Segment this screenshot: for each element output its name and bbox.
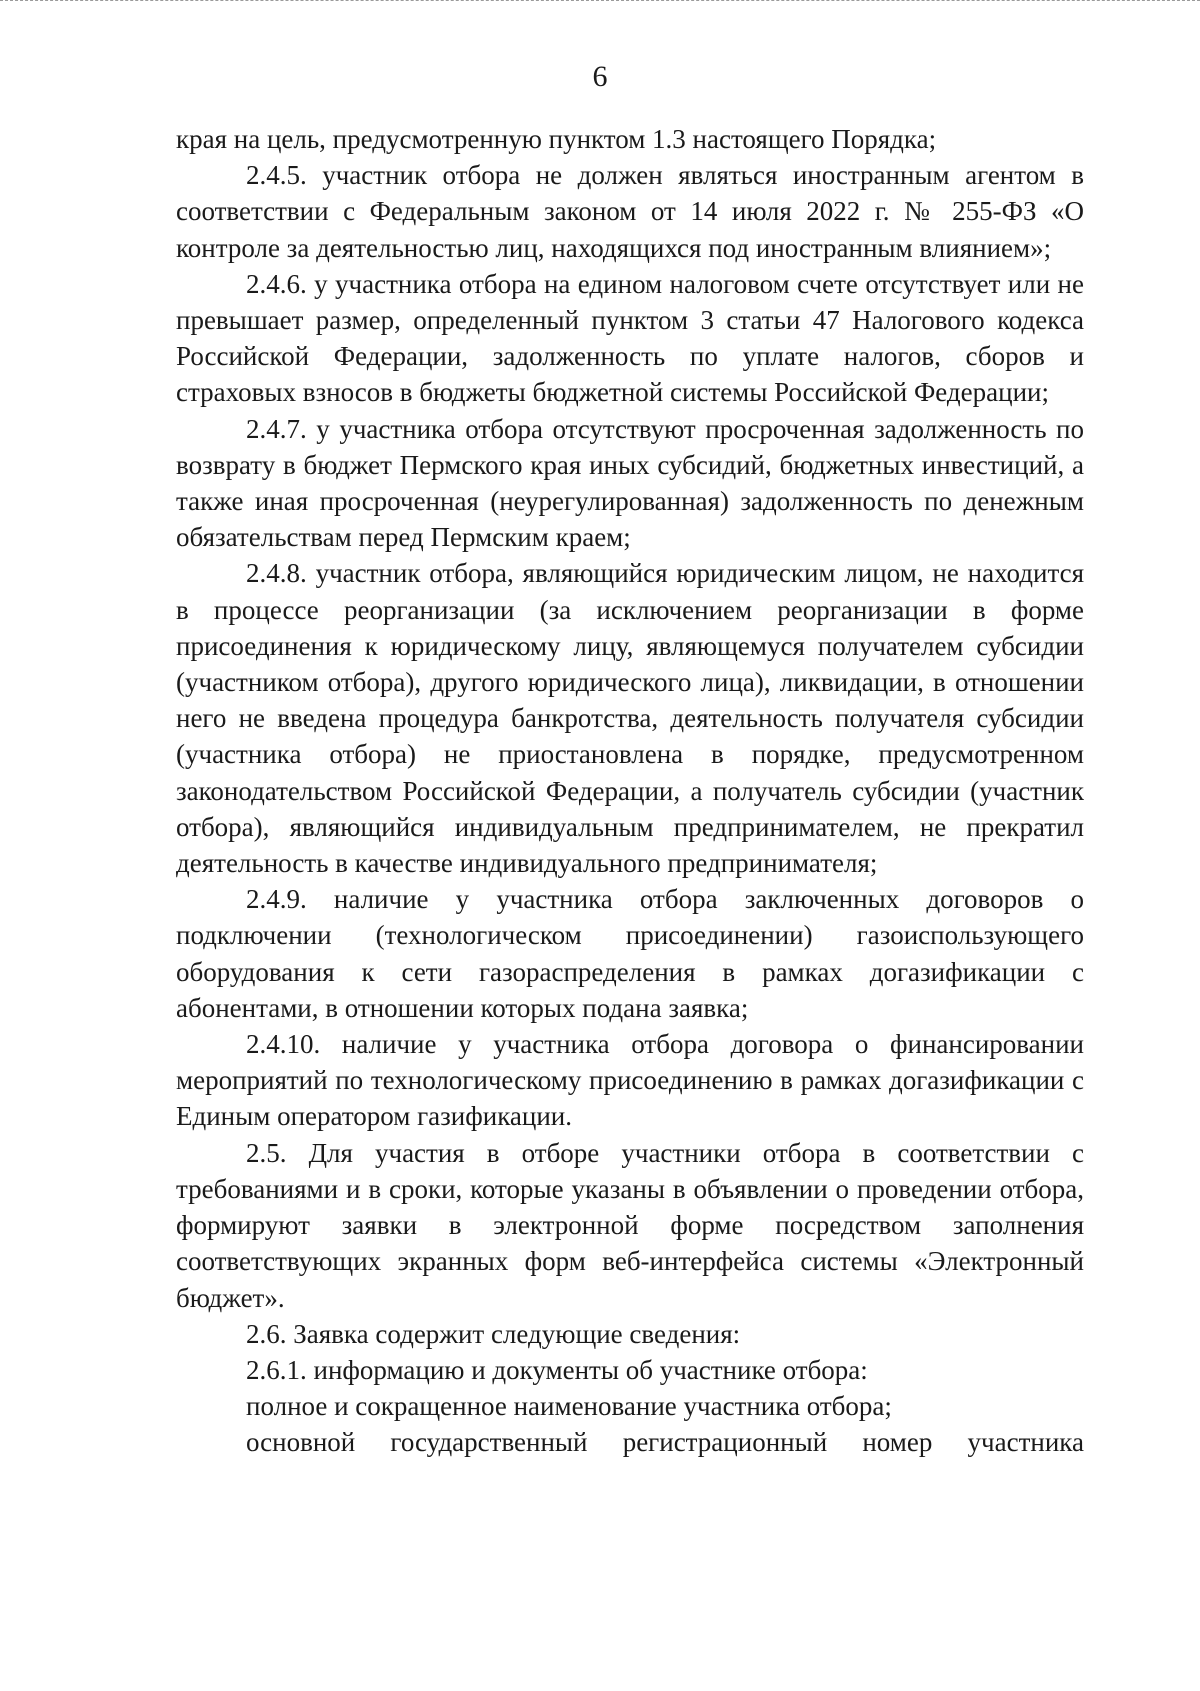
- paragraph-2-6-1: 2.6.1. информацию и документы об участнике отбора:: [246, 1354, 868, 1385]
- paragraph-2-4-9: 2.4.9. наличие у участника отбора заключенных договоров о подключении (технологическом присоединении) газоиспользующего оборудования к сети газораспределения в рамках догазификации с абонентами, в отношении которых подана заявка;: [176, 884, 1084, 1023]
- paragraph-2-6: 2.6. Заявка содержит следующие сведения:: [246, 1318, 741, 1349]
- paragraph-2-4-6: 2.4.6. у участника отбора на едином налоговом счете отсутствует или не превышает размер, определенный пунктом 3 статьи 47 Налогового кодекса Российской Федерации, задолженность по уплате налогов, сборов и страховых взносов в бюджеты бюджетной системы Российской Федерации;: [176, 268, 1084, 408]
- paragraph-2-5: 2.5. Для участия в отборе участники отбора в соответствии с требованиями и в сроки, которые указаны в объявлении о проведении отбора, формируют заявки в электронной форме посредством заполнения соответствующих экранных форм веб-интерфейса системы «Электронный бюджет».: [176, 1137, 1084, 1313]
- page-number: 6: [592, 60, 608, 93]
- list-item-ogrn: основной государственный регистрационный номер участника: [246, 1427, 1084, 1458]
- page-top-edge: [0, 0, 1200, 4]
- paragraph-2-4-8: 2.4.8. участник отбора, являющийся юридическим лицом, не находится в процессе реорганизации (за исключением реорганизации в форме присоединения к юридическому лицу, являющемуся получателем субсидии (участником отбора), другого юридического лица), ликвидации, в отношении него не введена процедура банкротства, деятельность получателя субсидии (участника отбора) не приостановлена в порядке, предусмотренном законодательством Российской Федерации, а получатель субсидии (участник отбора), являющийся индивидуальным предпринимателем, не прекратил деятельность в качестве индивидуального предпринимателя;: [176, 558, 1084, 879]
- paragraph-2-4-7: 2.4.7. у участника отбора отсутствуют просроченная задолженность по возврату в бюджет Пермского края иных субсидий, бюджетных инвестиций, а также иная просроченная (неурегулированная) задолженность по денежным обязательствам перед Пермским краем;: [176, 413, 1084, 553]
- paragraph-2-4-5: 2.4.5. участник отбора не должен являться иностранным агентом в соответствии с Федеральным законом от 14 июля 2022 г. № 255-ФЗ «О контроле за деятельностью лиц, находящихся под иностранным влиянием»;: [176, 160, 1084, 263]
- paragraph-continuation: края на цель, предусмотренную пунктом 1.3 настоящего Порядка;: [176, 124, 937, 154]
- paragraph-2-4-10: 2.4.10. наличие у участника отбора договора о финансировании мероприятий по технологическому присоединению в рамках догазификации с Единым оператором газификации.: [176, 1029, 1084, 1132]
- document-body: [176, 121, 1084, 1461]
- list-item-name: полное и сокращенное наименование участника отбора;: [246, 1391, 892, 1422]
